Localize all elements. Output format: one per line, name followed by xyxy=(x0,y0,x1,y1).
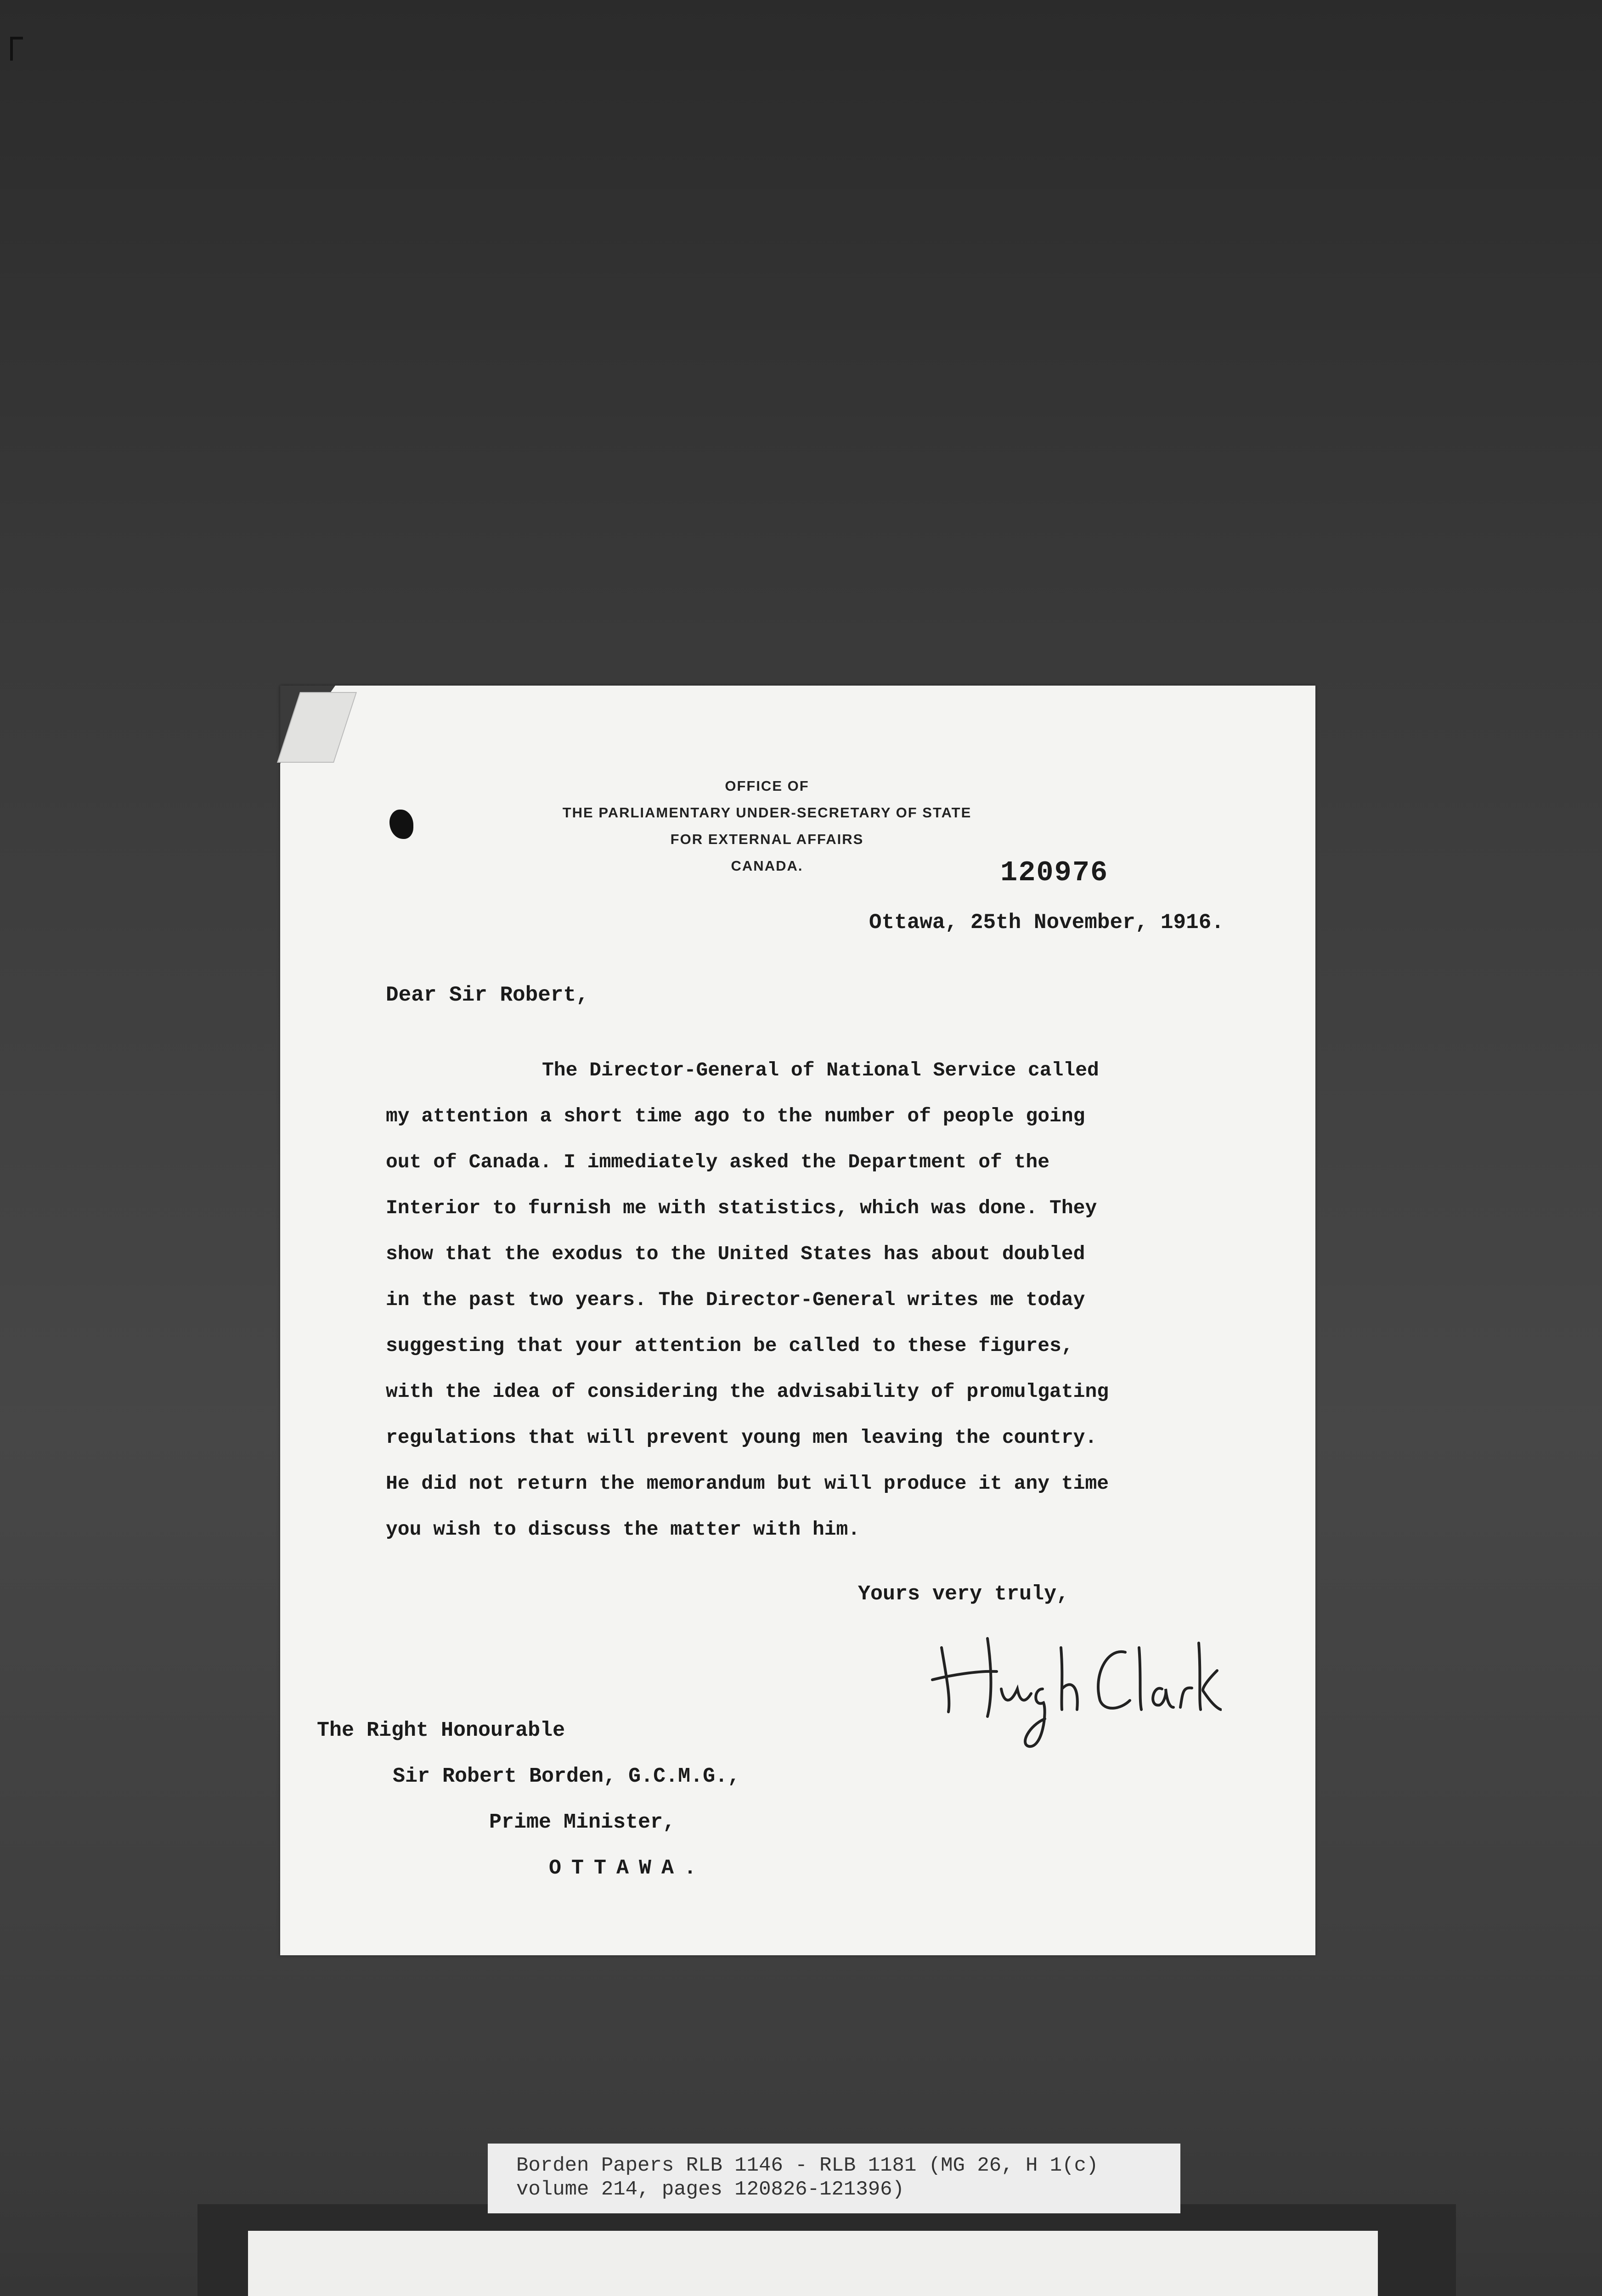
letterhead-line: OFFICE OF xyxy=(725,778,809,794)
body-line: He did not return the memorandum but will produce it any time xyxy=(386,1472,1109,1495)
letterhead-line: FOR EXTERNAL AFFAIRS xyxy=(670,831,864,847)
body-line: show that the exodus to the United States has about doubled xyxy=(386,1243,1085,1265)
closing: Yours very truly, xyxy=(858,1582,1069,1606)
recipient-address xyxy=(317,1708,740,1891)
punch-hole xyxy=(389,810,413,839)
reference-line: Borden Papers RLB 1146 - RLB 1181 (MG 26, H 1(c) xyxy=(516,2154,1099,2177)
letter-body xyxy=(386,1047,1109,1553)
body-line: regulations that will prevent young men leaving the country. xyxy=(386,1426,1097,1449)
letter-page xyxy=(280,686,1315,1955)
date-line: Ottawa, 25th November, 1916. xyxy=(869,911,1224,934)
body-line: suggesting that your attention be called to these figures, xyxy=(386,1334,1073,1357)
address-line: OTTAWA. xyxy=(549,1857,707,1880)
letterhead-line: THE PARLIAMENTARY UNDER-SECRETARY OF STATE xyxy=(562,805,972,821)
reference-line: volume 214, pages 120826-121396) xyxy=(516,2178,904,2201)
body-line: with the idea of considering the advisability of promulgating xyxy=(386,1380,1109,1403)
address-line: Prime Minister, xyxy=(489,1811,676,1834)
archives-label-card xyxy=(248,2231,1378,2296)
body-line: my attention a short time ago to the number of people going xyxy=(386,1105,1085,1127)
body-line: out of Canada. I immediately asked the Department of the xyxy=(386,1151,1050,1173)
body-line: Interior to furnish me with statistics, which was done. They xyxy=(386,1197,1097,1219)
body-line: The Director-General of National Service called xyxy=(542,1059,1099,1081)
letterhead-line: CANADA. xyxy=(731,858,803,874)
address-line: Sir Robert Borden, G.C.M.G., xyxy=(393,1765,740,1788)
body-line: in the past two years. The Director-General writes me today xyxy=(386,1289,1085,1311)
film-corner-mark xyxy=(10,37,23,61)
body-line: you wish to discuss the matter with him. xyxy=(386,1518,860,1541)
reference-slip xyxy=(488,2144,1180,2213)
handwritten-signature xyxy=(923,1620,1222,1758)
address-line: The Right Honourable xyxy=(317,1719,565,1742)
salutation: Dear Sir Robert, xyxy=(386,983,589,1007)
letterhead xyxy=(537,773,997,879)
document-number: 120976 xyxy=(1000,856,1109,889)
